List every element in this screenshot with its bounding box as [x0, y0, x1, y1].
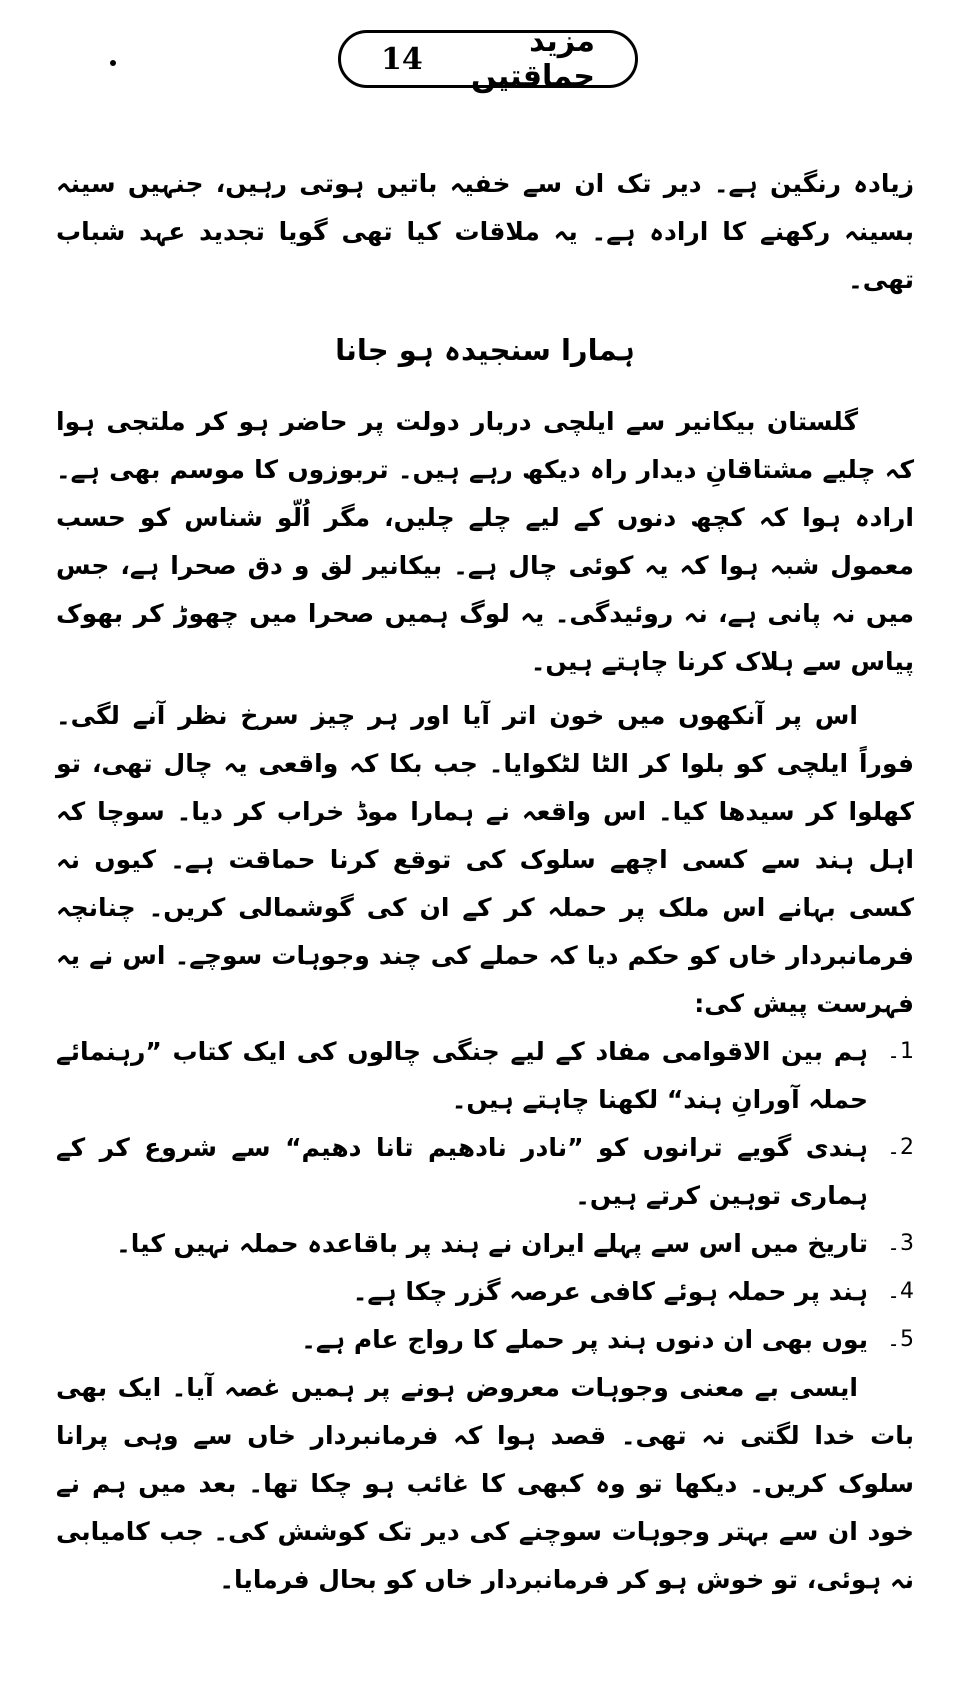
list-number: 1۔	[887, 1039, 914, 1064]
book-title: مزید حماقتیں	[470, 24, 595, 94]
list-item	[56, 1316, 914, 1364]
list-number: 3۔	[887, 1231, 914, 1256]
page-number: 14	[381, 41, 423, 77]
list-number: 2۔	[887, 1135, 914, 1160]
list-number: 5۔	[887, 1327, 914, 1352]
reasons-list	[56, 1028, 914, 1364]
page-body	[56, 160, 914, 1604]
paragraph-2: گلستان بیکانیر سے ایلچی دربار دولت پر حاضر ہو کر ملتجی ہوا کہ چلیے مشتاقانِ دیدار راہ دیکھ رہے ہیں۔ تربوزوں کا موسم بھی ہے۔ ارادہ ہوا کہ کچھ دنوں کے لیے چلے چلیں، مگر اُلّو شناس کو حسب معمول شبہ ہوا کہ یہ کوئی چال ہے۔ بیکانیر لق و دق صحرا ہے، جس میں نہ پانی ہے، نہ روئیدگی۔ یہ لوگ ہمیں صحرا میں چھوڑ کر بھوک پیاس سے ہلاک کرنا چاہتے ہیں۔	[56, 407, 914, 676]
paragraph-3: اس پر آنکھوں میں خون اتر آیا اور ہر چیز سرخ نظر آنے لگی۔ فوراً ایلچی کو بلوا کر الٹا لٹکوایا۔ جب بکا کہ واقعی یہ چال تھی، تو کھلوا کر سیدھا کیا۔ اس واقعہ نے ہمارا موڈ خراب کر دیا۔ سوچا کہ اہل ہند سے کسی اچھے سلوک کی توقع کرنا حماقت ہے۔ کیوں نہ کسی بہانے اس ملک پر حملہ کر کے ان کی گوشمالی کریں۔ چنانچہ فرمانبردار خاں کو حکم دیا کہ حملے کی چند وجوہات سوچے۔ اس نے یہ فہرست پیش کی:	[56, 701, 914, 1018]
list-number: 4۔	[887, 1279, 914, 1304]
list-item	[56, 1268, 914, 1316]
paragraph-1: زیادہ رنگین ہے۔ دیر تک ان سے خفیہ باتیں ہوتی رہیں، جنہیں سینہ بسینہ رکھنے کا ارادہ ہے۔ یہ ملاقات کیا تھی گویا تجدید عہد شباب تھی۔	[56, 169, 914, 294]
list-text: ہند پر حملہ ہوئے کافی عرصہ گزر چکا ہے۔	[352, 1277, 868, 1306]
list-text: ہم بین الاقوامی مفاد کے لیے جنگی چالوں کی ایک کتاب ”رہنمائے حملہ آورانِ ہند“ لکھنا چاہتے ہیں۔	[56, 1037, 868, 1114]
list-text: ہندی گویے ترانوں کو ”نادر نادھیم تانا دھیم“ سے شروع کر کے ہماری توہین کرتے ہیں۔	[56, 1133, 868, 1210]
page-speck	[110, 60, 116, 66]
list-item	[56, 1220, 914, 1268]
list-text: یوں بھی ان دنوں ہند پر حملے کا رواج عام ہے۔	[301, 1325, 868, 1354]
list-text: تاریخ میں اس سے پہلے ایران نے ہند پر باقاعدہ حملہ نہیں کیا۔	[116, 1229, 868, 1258]
list-item	[56, 1028, 914, 1124]
paragraph-4: ایسی بے معنی وجوہات معروض ہونے پر ہمیں غصہ آیا۔ ایک بھی بات خدا لگتی نہ تھی۔ قصد ہوا کہ فرمانبردار خاں سے وہی پرانا سلوک کریں۔ دیکھا تو وہ کبھی کا غائب ہو چکا تھا۔ بعد میں ہم نے خود ان سے بہتر وجوہات سوچنے کی دیر تک کوشش کی۔ جب کامیابی نہ ہوئی، تو خوش ہو کر فرمانبردار خاں کو بحال فرمایا۔	[56, 1373, 914, 1594]
list-item	[56, 1124, 914, 1220]
section-heading: ہمارا سنجیدہ ہو جانا	[335, 333, 635, 367]
running-header	[338, 24, 638, 94]
